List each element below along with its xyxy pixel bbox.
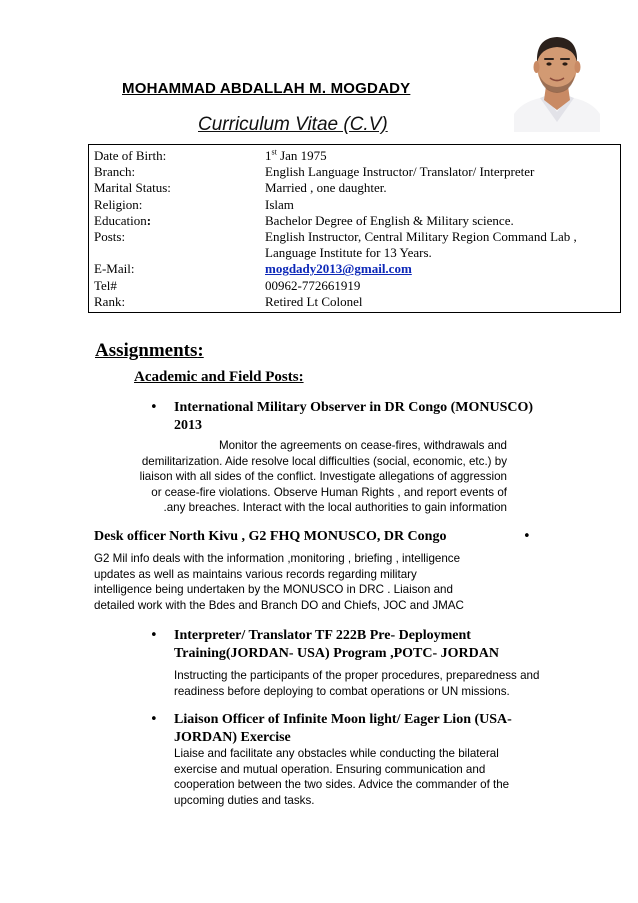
religion-label: Religion:	[94, 196, 143, 212]
row-branch	[89, 164, 621, 180]
education-value: Bachelor Degree of English & Military science.	[265, 212, 514, 228]
assignment-desc-1	[94, 438, 507, 516]
desc-line: intelligence being undertaken by the MONUSCO in DRC . Liaison and	[94, 583, 453, 596]
marital-label: Marital Status:	[94, 180, 171, 196]
tel-value: 00962-772661919	[265, 277, 361, 293]
desc-line: detailed work with the Bdes and Branch DO and Chiefs, JOC and JMAC	[94, 598, 464, 612]
assignment-title-3-line2: Training(JORDAN- USA) Program ,POTC- JORDAN	[174, 646, 499, 661]
marital-value: Married , one daughter.	[265, 180, 387, 196]
assignment-title-4-line1: Liaison Officer of Infinite Moon light/ Eager Lion (USA-	[174, 712, 512, 727]
personal-info-table	[88, 144, 621, 313]
assignment-title-3	[174, 627, 594, 663]
assignment-title-3-line1: Interpreter/ Translator TF 222B Pre- Deployment	[174, 628, 471, 643]
tel-label: Tel#	[94, 277, 117, 293]
desc-line: updates as well as maintains various records regarding military	[94, 567, 417, 581]
email-link[interactable]: mogdady2013@gmail.com	[265, 261, 412, 277]
bullet-icon: •	[150, 628, 158, 643]
dob-rest: Jan 1975	[276, 148, 327, 163]
desc-line: Instructing the participants of the proper procedures, preparedness and	[174, 669, 540, 682]
assignments-heading	[95, 340, 204, 362]
assignment-desc-2	[94, 551, 507, 613]
row-email	[89, 261, 621, 277]
posts-value: English Instructor, Central Military Region Command Lab , Language Institute for 13 Years.	[265, 229, 577, 261]
desc-line: exercise and mutual operation. Ensuring communication and	[174, 762, 486, 776]
desc-line: liaison with all sides of the conflict. Investigate allegations of aggression	[139, 470, 507, 483]
assignment-desc-3	[174, 668, 586, 699]
bullet-icon: •	[523, 529, 531, 544]
religion-value: Islam	[265, 196, 294, 212]
posts-label: Posts:	[94, 229, 126, 245]
desc-line: demilitarization. Aide resolve local difficulties (social, economic, etc.) by	[141, 454, 507, 468]
rank-label: Rank:	[94, 293, 126, 309]
branch-value: English Language Instructor/ Translator/ Interpreter	[265, 164, 535, 180]
assignment-title-1-line2: 2013	[174, 418, 202, 433]
desc-line: .any breaches. Interact with the local authorities to gain information	[163, 501, 507, 514]
bullet-icon: •	[150, 400, 158, 415]
education-label	[89, 213, 261, 229]
row-marital	[89, 180, 621, 196]
desc-line: readiness before deploying to combat operations or UN missions.	[174, 684, 510, 698]
assignments-heading-text: Assignments	[95, 340, 198, 361]
profile-photo-image	[514, 22, 600, 132]
desc-line: or cease-fire violations. Observe Human Rights , and report events of	[151, 485, 507, 499]
assignment-title-1	[174, 399, 594, 435]
dob-day: 1	[265, 148, 272, 163]
assignments-heading-colon: :	[197, 340, 204, 361]
row-religion	[89, 197, 621, 213]
row-tel	[89, 278, 621, 294]
email-value-cell	[260, 261, 621, 277]
bullet-icon: •	[150, 712, 158, 727]
candidate-name: MOHAMMAD ABDALLAH M. MOGDADY	[122, 80, 411, 97]
row-posts	[89, 229, 621, 261]
assignment-desc-4	[174, 746, 586, 808]
assignment-title-2: Desk officer North Kivu , G2 FHQ MONUSCO, DR Congo	[94, 529, 447, 544]
academic-subheading: Academic and Field Posts:	[134, 369, 304, 385]
profile-photo	[514, 22, 600, 132]
desc-line: Liaise and facilitate any obstacles while conducting the bilateral	[174, 747, 499, 760]
dob-label: Date of Birth:	[94, 148, 167, 163]
row-rank	[89, 294, 621, 313]
dob-sup: st	[271, 147, 277, 157]
education-label-colon: :	[146, 212, 152, 228]
desc-line: cooperation between the two sides. Advice the commander of the	[174, 778, 510, 791]
branch-label: Branch:	[94, 164, 136, 180]
desc-line: Monitor the agreements on cease-fires, withdrawals and	[218, 439, 507, 452]
cv-title: Curriculum Vitae (C.V)	[198, 114, 388, 135]
assignment-title-4	[174, 711, 594, 747]
rank-value: Retired Lt Colonel	[265, 293, 363, 309]
desc-line: G2 Mil info deals with the information ,monitoring , briefing , intelligence	[94, 552, 461, 565]
education-label-text: Education	[94, 212, 147, 228]
row-education	[89, 213, 621, 229]
dob-value	[260, 145, 621, 165]
assignment-title-4-line2: JORDAN) Exercise	[174, 730, 291, 745]
email-label: E-Mail:	[94, 261, 135, 277]
assignment-title-1-line1: International Military Observer in DR Congo (MONUSCO)	[174, 400, 534, 415]
desc-line: upcoming duties and tasks.	[174, 793, 315, 807]
row-dob	[89, 145, 621, 165]
